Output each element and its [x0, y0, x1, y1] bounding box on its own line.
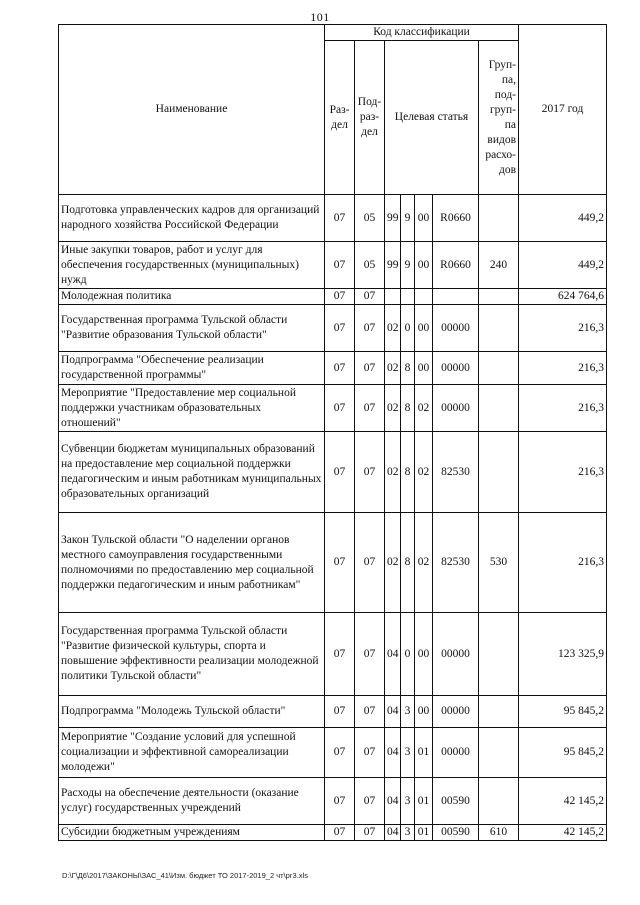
cell-expense-group [479, 613, 519, 696]
cell-target-program: 02 [385, 305, 401, 352]
table-row [59, 432, 607, 513]
cell-amount-2017: 123 325,9 [519, 613, 607, 696]
cell-target-event [415, 289, 433, 305]
cell-section: 07 [325, 385, 355, 432]
cell-amount-2017: 216,3 [519, 352, 607, 385]
cell-target-program: 02 [385, 513, 401, 613]
cell-target-subprogram [401, 289, 415, 305]
cell-target-subprogram: 3 [401, 728, 415, 778]
row-name: Субсидии бюджетным учреждениям [59, 825, 325, 841]
cell-target-direction: 00000 [433, 385, 479, 432]
cell-subsection: 07 [355, 513, 385, 613]
header-subsection: Под- раз- дел [355, 41, 385, 195]
row-name: Молодежная политика [59, 289, 325, 305]
cell-amount-2017: 42 145,2 [519, 825, 607, 841]
cell-section: 07 [325, 432, 355, 513]
cell-target-program: 99 [385, 242, 401, 289]
cell-subsection: 07 [355, 696, 385, 728]
cell-target-program: 04 [385, 696, 401, 728]
cell-section: 07 [325, 352, 355, 385]
cell-expense-group [479, 778, 519, 825]
cell-subsection: 07 [355, 728, 385, 778]
cell-amount-2017: 42 145,2 [519, 778, 607, 825]
table-body [59, 195, 607, 841]
cell-section: 07 [325, 778, 355, 825]
cell-target-event: 02 [415, 513, 433, 613]
cell-expense-group: 610 [479, 825, 519, 841]
cell-amount-2017: 95 845,2 [519, 696, 607, 728]
row-name: Государственная программа Тульской области "Развитие образования Тульской области" [59, 305, 325, 352]
cell-section: 07 [325, 195, 355, 242]
cell-subsection: 07 [355, 385, 385, 432]
cell-expense-group [479, 305, 519, 352]
cell-amount-2017: 624 764,6 [519, 289, 607, 305]
cell-subsection: 07 [355, 825, 385, 841]
cell-expense-group [479, 385, 519, 432]
cell-target-event: 00 [415, 696, 433, 728]
cell-target-direction: 00590 [433, 825, 479, 841]
cell-target-program [385, 289, 401, 305]
table-row [59, 289, 607, 305]
cell-expense-group [479, 289, 519, 305]
table-row [59, 242, 607, 289]
header-section: Раз- дел [325, 41, 355, 195]
cell-section: 07 [325, 289, 355, 305]
header-code: Код классификации [325, 25, 519, 41]
cell-subsection: 07 [355, 778, 385, 825]
header-year: 2017 год [519, 25, 607, 195]
cell-target-event: 00 [415, 242, 433, 289]
cell-amount-2017: 216,3 [519, 432, 607, 513]
table-row [59, 195, 607, 242]
cell-target-program: 04 [385, 613, 401, 696]
cell-target-event: 02 [415, 385, 433, 432]
table-row [59, 728, 607, 778]
cell-expense-group [479, 696, 519, 728]
row-name: Закон Тульской области "О наделении органов местного самоуправления государственными полномочиями по предоставлению мер социальной поддержки педагогическим и иным работникам" [59, 513, 325, 613]
header-group: Груп- па, под- груп- па видов расхо- дов [479, 41, 519, 195]
cell-target-direction [433, 289, 479, 305]
cell-target-event: 02 [415, 432, 433, 513]
cell-amount-2017: 449,2 [519, 195, 607, 242]
cell-target-program: 04 [385, 728, 401, 778]
cell-target-subprogram: 0 [401, 613, 415, 696]
table-row [59, 696, 607, 728]
cell-target-direction: 82530 [433, 432, 479, 513]
table-row [59, 613, 607, 696]
cell-amount-2017: 95 845,2 [519, 728, 607, 778]
cell-target-direction: 00000 [433, 728, 479, 778]
cell-subsection: 05 [355, 195, 385, 242]
cell-target-program: 02 [385, 385, 401, 432]
cell-amount-2017: 216,3 [519, 305, 607, 352]
row-name: Мероприятие "Предоставление мер социальной поддержки участникам образовательных отношений" [59, 385, 325, 432]
cell-subsection: 07 [355, 352, 385, 385]
cell-target-direction: 00000 [433, 352, 479, 385]
cell-subsection: 07 [355, 613, 385, 696]
page-number: 101 [310, 10, 330, 24]
cell-target-event: 00 [415, 195, 433, 242]
cell-section: 07 [325, 825, 355, 841]
cell-amount-2017: 216,3 [519, 513, 607, 613]
cell-expense-group: 530 [479, 513, 519, 613]
row-name: Субвенции бюджетам муниципальных образований на предоставление мер социальной поддержки педагогическим и иным работникам муниципальных образовательных организаций [59, 432, 325, 513]
cell-target-direction: 00000 [433, 696, 479, 728]
table-row [59, 513, 607, 613]
row-name: Подпрограмма "Молодежь Тульской области" [59, 696, 325, 728]
cell-target-event: 00 [415, 613, 433, 696]
cell-target-event: 00 [415, 352, 433, 385]
cell-target-subprogram: 8 [401, 513, 415, 613]
file-path-footer: D:\Г\Д6\2017\ЗАКОНЫ\ЗАС_41\Изм. бюджет ТО 2017-2019_2 чт\рг3.xls [62, 871, 308, 880]
cell-section: 07 [325, 696, 355, 728]
cell-target-subprogram: 0 [401, 305, 415, 352]
cell-expense-group [479, 195, 519, 242]
header-target: Целевая статья [385, 41, 479, 195]
budget-table [58, 24, 607, 841]
table-row [59, 778, 607, 825]
cell-target-direction: 00000 [433, 305, 479, 352]
table-row [59, 305, 607, 352]
cell-expense-group [479, 728, 519, 778]
cell-target-program: 04 [385, 825, 401, 841]
cell-section: 07 [325, 305, 355, 352]
cell-section: 07 [325, 242, 355, 289]
cell-target-direction: 00590 [433, 778, 479, 825]
cell-target-subprogram: 9 [401, 242, 415, 289]
row-name: Расходы на обеспечение деятельности (оказание услуг) государственных учреждений [59, 778, 325, 825]
row-name: Мероприятие "Создание условий для успешной социализации и эффективной самореализации молодежи" [59, 728, 325, 778]
cell-subsection: 07 [355, 305, 385, 352]
cell-section: 07 [325, 513, 355, 613]
cell-amount-2017: 449,2 [519, 242, 607, 289]
cell-target-direction: R0660 [433, 195, 479, 242]
cell-target-subprogram: 9 [401, 195, 415, 242]
cell-expense-group: 240 [479, 242, 519, 289]
cell-target-direction: 82530 [433, 513, 479, 613]
cell-target-subprogram: 3 [401, 696, 415, 728]
table-row [59, 352, 607, 385]
cell-subsection: 05 [355, 242, 385, 289]
cell-amount-2017: 216,3 [519, 385, 607, 432]
row-name: Государственная программа Тульской области "Развитие физической культуры, спорта и повышение эффективности реализации молодежной политики Тульской области" [59, 613, 325, 696]
cell-expense-group [479, 352, 519, 385]
cell-target-program: 02 [385, 352, 401, 385]
cell-section: 07 [325, 613, 355, 696]
cell-expense-group [479, 432, 519, 513]
cell-subsection: 07 [355, 432, 385, 513]
cell-target-subprogram: 8 [401, 385, 415, 432]
cell-target-program: 99 [385, 195, 401, 242]
cell-target-program: 02 [385, 432, 401, 513]
cell-target-program: 04 [385, 778, 401, 825]
cell-target-subprogram: 3 [401, 825, 415, 841]
cell-target-direction: 00000 [433, 613, 479, 696]
row-name: Подготовка управленческих кадров для организаций народного хозяйства Российской Федерации [59, 195, 325, 242]
cell-target-event: 01 [415, 825, 433, 841]
table-row [59, 385, 607, 432]
header-name: Наименование [59, 25, 325, 195]
cell-subsection: 07 [355, 289, 385, 305]
cell-target-subprogram: 8 [401, 352, 415, 385]
cell-target-event: 01 [415, 778, 433, 825]
cell-section: 07 [325, 728, 355, 778]
cell-target-subprogram: 3 [401, 778, 415, 825]
cell-target-subprogram: 8 [401, 432, 415, 513]
cell-target-event: 00 [415, 305, 433, 352]
cell-target-direction: R0660 [433, 242, 479, 289]
table-row [59, 825, 607, 841]
row-name: Подпрограмма "Обеспечение реализации государственной программы" [59, 352, 325, 385]
row-name: Иные закупки товаров, работ и услуг для обеспечения государственных (муниципальных) нужд [59, 242, 325, 289]
cell-target-event: 01 [415, 728, 433, 778]
